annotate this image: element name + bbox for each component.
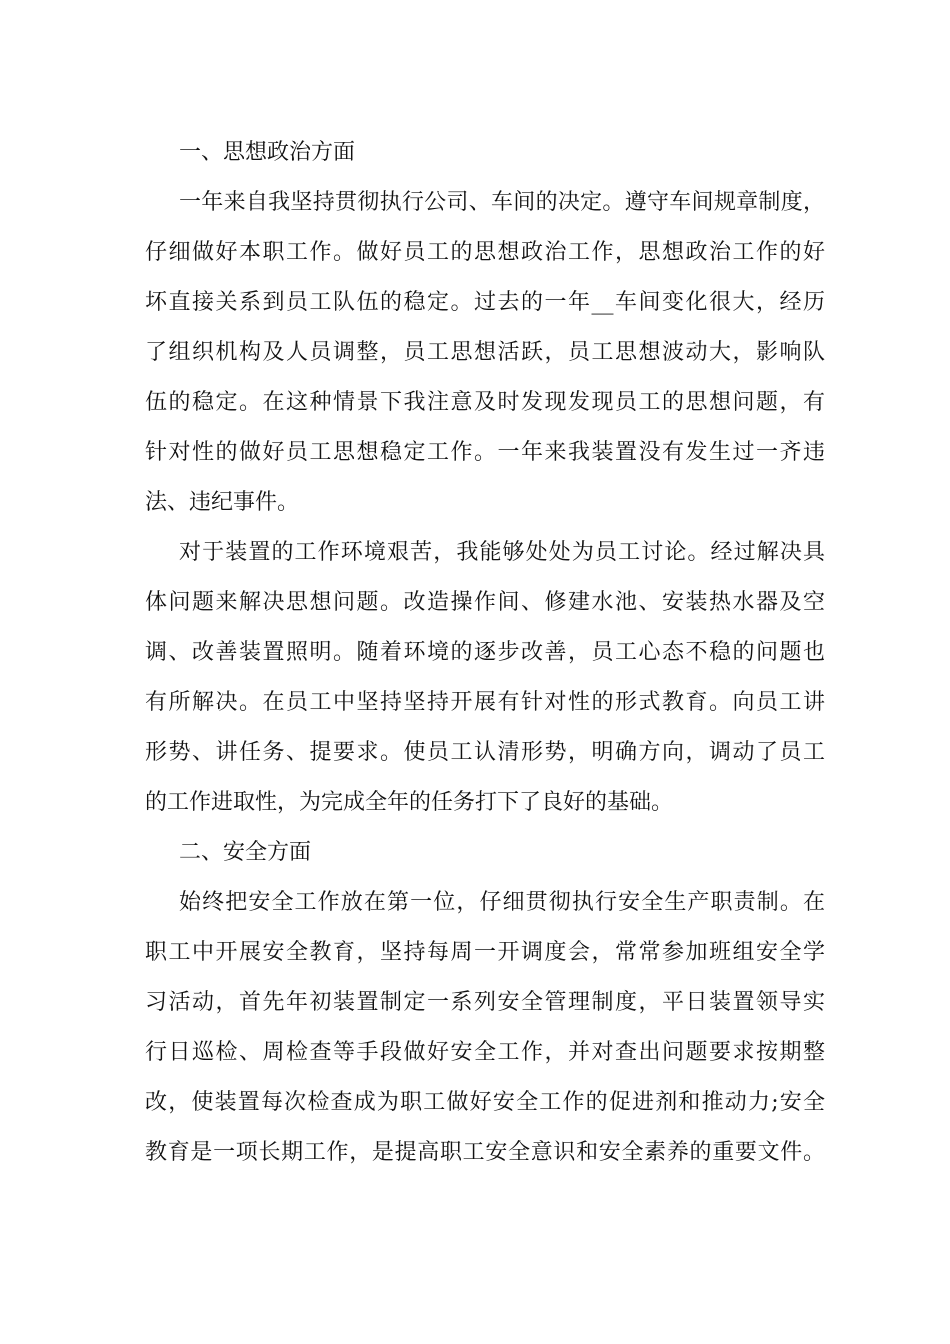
paragraph-2-line-2: 体问题来解决思想问题。改造操作间、修建水池、安装热水器及空 bbox=[145, 590, 825, 615]
paragraph-1-line-4: 了组织机构及人员调整，员工思想活跃，员工思想波动大，影响队 bbox=[145, 340, 825, 365]
paragraph-2-line-5: 形势、讲任务、提要求。使员工认清形势，明确方向，调动了员工 bbox=[145, 740, 825, 765]
paragraph-3-line-5: 改，使装置每次检查成为职工做好安全工作的促进剂和推动力;安全 bbox=[145, 1090, 825, 1115]
paragraph-1-line-6: 针对性的做好员工思想稳定工作。一年来我装置没有发生过一齐违 bbox=[145, 440, 825, 465]
paragraph-2-line-1: 对于装置的工作环境艰苦，我能够处处为员工讨论。经过解决具 bbox=[179, 540, 825, 565]
document-body bbox=[145, 128, 825, 1178]
paragraph-2-line-3: 调、改善装置照明。随着环境的逐步改善，员工心态不稳的问题也 bbox=[145, 640, 825, 665]
section-heading-safety: 二、安全方面 bbox=[179, 840, 312, 865]
paragraph-1-line-2: 仔细做好本职工作。做好员工的思想政治工作，思想政治工作的好 bbox=[145, 240, 825, 265]
paragraph-3-line-3: 习活动，首先年初装置制定一系列安全管理制度，平日装置领导实 bbox=[145, 990, 825, 1015]
paragraph-1-line-7: 法、违纪事件。 bbox=[145, 490, 300, 515]
paragraph-1-line-5: 伍的稳定。在这种情景下我注意及时发现发现员工的思想问题，有 bbox=[145, 390, 825, 415]
paragraph-2-line-6: 的工作进取性，为完成全年的任务打下了良好的基础。 bbox=[145, 790, 674, 815]
paragraph-3-line-2: 职工中开展安全教育，坚持每周一开调度会，常常参加班组安全学 bbox=[145, 940, 825, 965]
paragraph-3-line-6: 教育是一项长期工作，是提高职工安全意识和安全素养的重要文件。 bbox=[145, 1140, 825, 1165]
paragraph-3-line-1: 始终把安全工作放在第一位，仔细贯彻执行安全生产职责制。在 bbox=[179, 890, 825, 915]
paragraph-1-line-1: 一年来自我坚持贯彻执行公司、车间的决定。遵守车间规章制度， bbox=[179, 190, 825, 215]
paragraph-2-line-4: 有所解决。在员工中坚持坚持开展有针对性的形式教育。向员工讲 bbox=[145, 690, 825, 715]
paragraph-1-line-3: 坏直接关系到员工队伍的稳定。过去的一年__车间变化很大，经历 bbox=[145, 290, 825, 315]
paragraph-3-line-4: 行日巡检、周检查等手段做好安全工作，并对查出问题要求按期整 bbox=[145, 1040, 825, 1065]
section-heading-political: 一、思想政治方面 bbox=[179, 140, 356, 165]
